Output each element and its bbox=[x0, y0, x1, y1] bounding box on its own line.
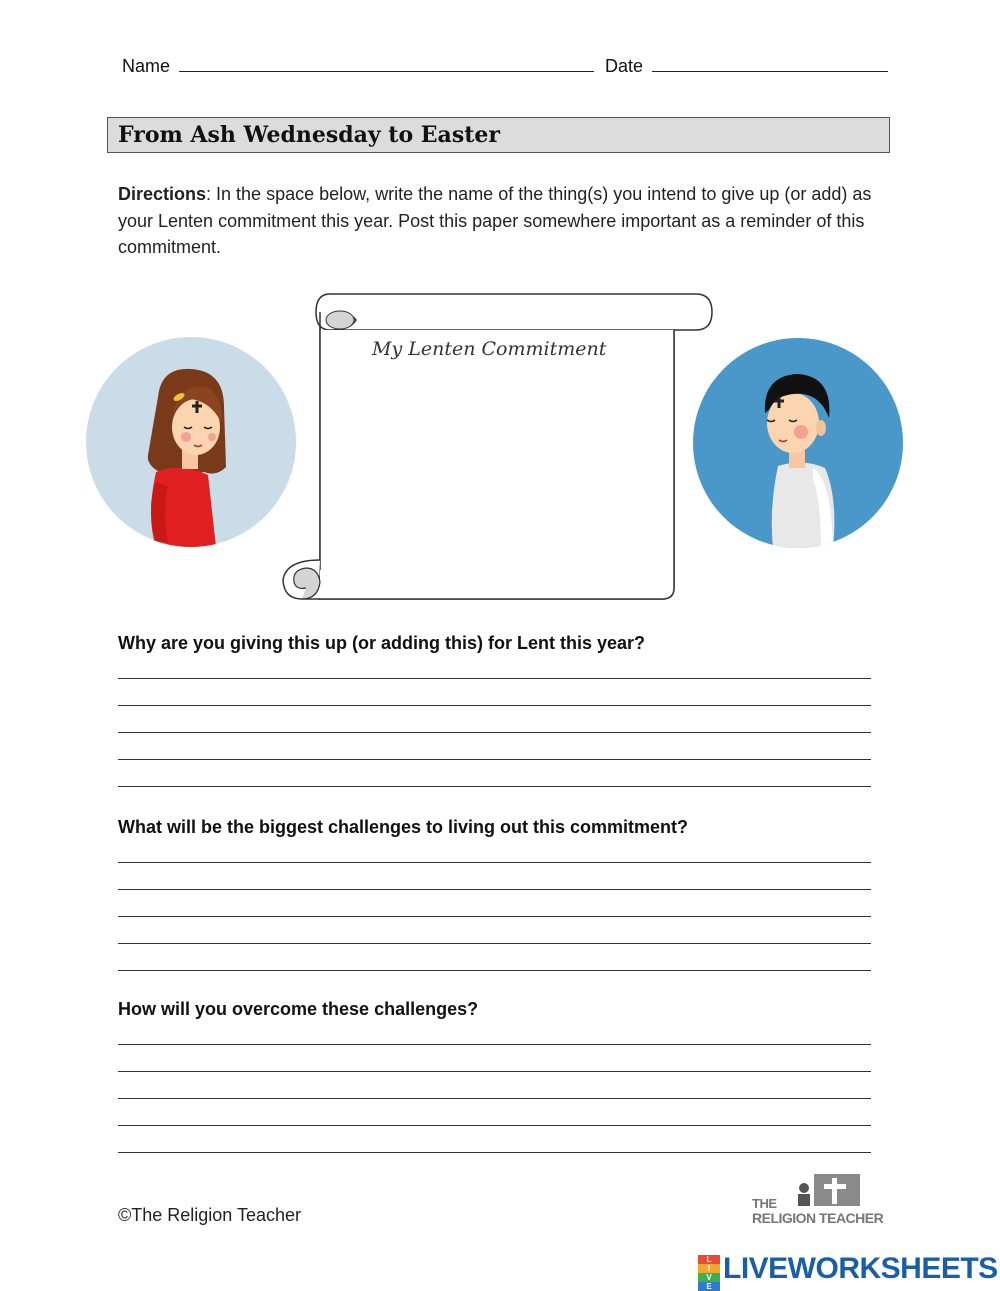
badge-letter: E bbox=[698, 1282, 720, 1291]
name-date-row bbox=[122, 56, 888, 77]
answer-line[interactable] bbox=[118, 836, 871, 863]
page-title: From Ash Wednesday to Easter bbox=[118, 122, 500, 148]
boy-illustration bbox=[693, 338, 903, 548]
answer-line[interactable] bbox=[118, 1045, 871, 1072]
answer-line[interactable] bbox=[118, 1072, 871, 1099]
name-field[interactable] bbox=[179, 56, 594, 72]
name-label: Name bbox=[122, 56, 171, 76]
date-field[interactable] bbox=[652, 56, 888, 72]
question-challenges: What will be the biggest challenges to living out this commitment? bbox=[118, 817, 689, 837]
scroll-label: My Lenten Commitment bbox=[372, 338, 607, 360]
copyright: ©The Religion Teacher bbox=[118, 1205, 302, 1225]
answer-line[interactable] bbox=[118, 706, 871, 733]
answer-line[interactable] bbox=[118, 1018, 871, 1045]
liveworksheets-text: LIVEWORKSHEETS bbox=[723, 1252, 998, 1285]
girl-illustration bbox=[86, 337, 296, 547]
badge-letter: L bbox=[698, 1255, 720, 1264]
directions-label: Directions bbox=[118, 184, 207, 204]
answer-line[interactable] bbox=[118, 652, 871, 679]
date-label: Date bbox=[605, 56, 644, 76]
answer-line[interactable] bbox=[118, 917, 871, 944]
answer-line[interactable] bbox=[118, 863, 871, 890]
logo-line1: THE bbox=[752, 1196, 777, 1211]
answer-line[interactable] bbox=[118, 679, 871, 706]
religion-teacher-logo bbox=[752, 1196, 883, 1226]
answer-lines-why[interactable] bbox=[118, 652, 871, 787]
question-overcome: How will you overcome these challenges? bbox=[118, 999, 479, 1019]
directions bbox=[118, 181, 878, 261]
title-banner bbox=[107, 117, 890, 153]
answer-line[interactable] bbox=[118, 733, 871, 760]
answer-line[interactable] bbox=[118, 890, 871, 917]
badge-letter: I bbox=[698, 1264, 720, 1273]
answer-lines-overcome[interactable] bbox=[118, 1018, 871, 1153]
answer-line[interactable] bbox=[118, 944, 871, 971]
answer-line[interactable] bbox=[118, 1099, 871, 1126]
liveworksheets-brand[interactable] bbox=[698, 1252, 998, 1291]
answer-lines-challenges[interactable] bbox=[118, 836, 871, 971]
directions-text: : In the space below, write the name of the thing(s) you intend to give up (or add) as your Lenten commitment this year. Post this paper somewhere important as a reminder of this commitment. bbox=[118, 184, 872, 257]
answer-line[interactable] bbox=[118, 760, 871, 787]
answer-line[interactable] bbox=[118, 1126, 871, 1153]
logo-line2: RELIGION TEACHER bbox=[752, 1210, 884, 1226]
question-why: Why are you giving this up (or adding this) for Lent this year? bbox=[118, 633, 646, 653]
liveworksheets-badge-icon bbox=[698, 1255, 720, 1291]
badge-letter: V bbox=[698, 1273, 720, 1282]
